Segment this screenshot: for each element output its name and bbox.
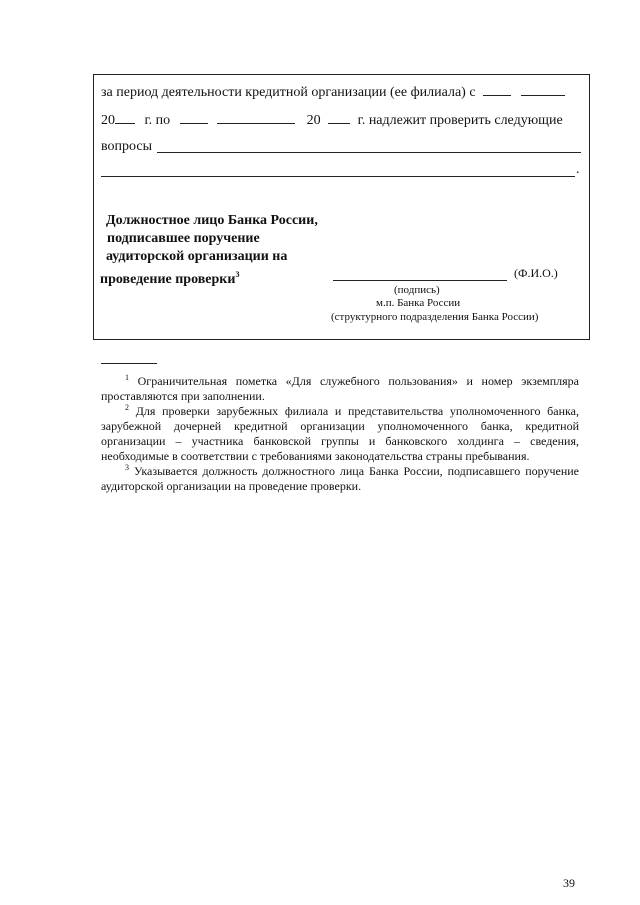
signer-line-4: проведение проверки [100,271,236,287]
signature-line[interactable] [333,280,507,281]
signer-line-1: Должностное лицо Банка России, [106,213,318,228]
footnote-1 [101,374,579,404]
footnote-1-num: 1 [125,373,129,382]
footnote-3-num: 3 [125,463,129,472]
period-text: за период деятельности кредитной организации (ее филиала) с [101,85,476,100]
signer-line-2: подписавшее поручение [107,231,260,246]
end-month-blank[interactable] [217,111,295,124]
end-year-blank[interactable] [328,111,350,124]
footnote-2-num: 2 [125,403,129,412]
signer-footnote-ref: 3 [235,270,240,279]
dates-line [101,111,563,129]
questions-blank-2[interactable] [101,176,575,177]
footnote-3-text: Указывается должность должностного лица Банка России, подписавшего поручение аудиторской организации на проведение проверки. [101,464,580,493]
g-po-text: г. по [144,113,171,128]
year-prefix-end: 20 [306,113,321,128]
signer-line-3: аудиторской организации на [106,249,288,264]
period-end: . [576,162,580,177]
fio-label: (Ф.И.О.) [514,266,558,280]
page-number: 39 [563,876,575,890]
footnote-separator [101,363,157,364]
signer-block [100,212,318,289]
sign-label: (подпись) [394,284,440,296]
questions-blank-1[interactable] [157,152,581,153]
footnote-3 [101,464,579,494]
seal-label: м.п. Банка России [376,297,461,309]
period-line [101,83,565,101]
signer-line-4-wrap [100,266,318,289]
g-check-text: г. надлежит проверить следующие [357,113,563,128]
start-year-blank[interactable] [115,111,135,124]
footnote-2 [101,404,579,464]
questions-line [101,139,152,155]
footnote-1-text: Ограничительная пометка «Для служебного пользования» и номер экземпляра проставляются при заполнении. [101,374,580,403]
footnote-2-text: Для проверки зарубежных филиала и представительства уполномоченного банка, зарубежной дочерней кредитной организации уполномоченного банка, кредитной организации – участника банковской группы и банковского холдинга – сведения, необходимые в соответствии с требованиями законодательства страны пребывания. [101,404,579,463]
start-month-blank[interactable] [521,83,565,96]
subdivision-label: (структурного подразделения Банка России) [331,311,539,323]
questions-label: вопросы [101,139,152,154]
start-day-blank[interactable] [483,83,511,96]
end-day-blank[interactable] [180,111,208,124]
year-prefix-start: 20 [101,113,115,128]
